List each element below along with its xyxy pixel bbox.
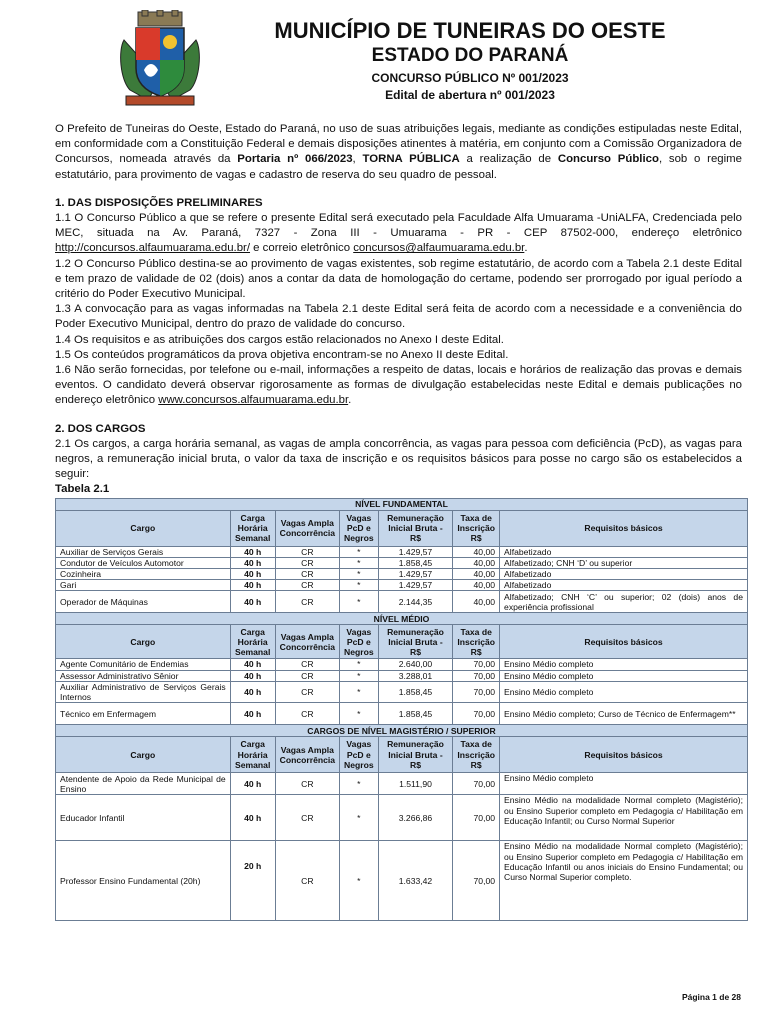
table-column-headers [56,625,748,659]
cell-vagas-ampla: CR [275,580,339,591]
cell-vagas-ampla: CR [275,659,339,670]
cell-requisitos: Ensino Médio completo; Curso de Técnico de Enfermagem** [500,703,748,725]
cell-vagas-ampla: CR [275,591,339,613]
page-number: Página 1 de 28 [681,992,741,1002]
cell-remuneracao: 1.429,57 [378,546,453,557]
cell-carga-horaria: 20 h [230,841,275,921]
table-row [56,557,748,568]
cell-requisitos: Alfabetizado; CNH ‘D’ ou superior [500,557,748,568]
cell-cargo: Cozinheira [56,569,231,580]
column-header-vagas-pcd: Vagas PcD e Negros [340,510,379,546]
column-header-remuneracao: Remuneração Inicial Bruta - R$ [378,737,453,773]
cell-vagas-pcd: * [340,681,379,702]
table-row [56,569,748,580]
cell-vagas-pcd: * [340,659,379,670]
municipal-crest-icon [118,10,202,106]
column-header-taxa: Taxa de Inscrição R$ [453,510,500,546]
column-header-vagas-ampla: Vagas Ampla Concorrência [275,625,339,659]
paragraph-1-3: 1.3 A convocação para as vagas informadas na Tabela 2.1 deste Edital será feita de acordo com a necessidade e a conveniência do Poder Executivo Municipal, dentro do prazo de validade do concurso. [55,303,742,331]
cell-cargo: Gari [56,580,231,591]
cell-taxa: 40,00 [453,591,500,613]
cell-cargo: Educador Infantil [56,795,231,841]
contest-number: CONCURSO PÚBLICO Nº 001/2023 [371,71,569,85]
section-title: NÍVEL FUNDAMENTAL [56,498,748,510]
cell-remuneracao: 3.288,01 [378,670,453,681]
column-header-remuneracao: Remuneração Inicial Bruta - R$ [378,625,453,659]
document-body [55,122,742,921]
cell-cargo: Professor Ensino Fundamental (20h) [56,841,231,921]
cell-requisitos: Ensino Médio na modalidade Normal completo (Magistério); ou Ensino Superior completo em Pedagogia c/ Habilitação em Educação Infantil; ou Curso Normal Superior [500,795,748,841]
cell-carga-horaria: 40 h [230,569,275,580]
column-header-vagas-pcd: Vagas PcD e Negros [340,625,379,659]
cell-requisitos: Alfabetizado [500,569,748,580]
cell-taxa: 70,00 [453,841,500,921]
cell-carga-horaria: 40 h [230,557,275,568]
cell-cargo: Atendente de Apoio da Rede Municipal de Ensino [56,773,231,795]
notice-number: Edital de abertura nº 001/2023 [385,88,555,102]
paragraph-1-6: 1.6 Não serão fornecidas, por telefone ou e-mail, informações a respeito de datas, locais e horários de realização das provas e demais eventos. O candidato deverá observar rigorosamente as formas de divulgação estabelecidas neste Edital e demais publicações no endereço eletrônico www.concursos.alfaumuarama.edu.br. [55,364,742,407]
cell-cargo: Auxiliar Administrativo de Serviços Gerais Internos [56,681,231,702]
section-2-title: 2. DOS CARGOS [55,422,146,435]
table-row [56,703,748,725]
cell-carga-horaria: 40 h [230,659,275,670]
cell-carga-horaria: 40 h [230,795,275,841]
cell-taxa: 70,00 [453,670,500,681]
cell-carga-horaria: 40 h [230,546,275,557]
column-header-carga-horaria: Carga Horária Semanal [230,737,275,773]
column-header-carga-horaria: Carga Horária Semanal [230,510,275,546]
cell-carga-horaria: 40 h [230,591,275,613]
document-header [230,18,710,104]
cell-vagas-ampla: CR [275,703,339,725]
cell-cargo: Assessor Administrativo Sênior [56,670,231,681]
column-header-taxa: Taxa de Inscrição R$ [453,737,500,773]
cell-requisitos: Ensino Médio completo [500,773,748,795]
cell-taxa: 70,00 [453,659,500,670]
cell-taxa: 70,00 [453,773,500,795]
column-header-requisitos: Requisitos básicos [500,737,748,773]
cell-cargo: Condutor de Veículos Automotor [56,557,231,568]
cell-vagas-pcd: * [340,569,379,580]
table-row [56,795,748,841]
cell-vagas-ampla: CR [275,546,339,557]
cell-taxa: 40,00 [453,546,500,557]
cell-carga-horaria: 40 h [230,773,275,795]
section-1-title: 1. DAS DISPOSIÇÕES PRELIMINARES [55,196,263,209]
cell-vagas-ampla: CR [275,557,339,568]
cell-remuneracao: 1.858,45 [378,703,453,725]
table-section-header [56,498,748,510]
column-header-vagas-ampla: Vagas Ampla Concorrência [275,510,339,546]
cell-vagas-ampla: CR [275,773,339,795]
paragraph-1-1: 1.1 O Concurso Público a que se refere o presente Edital será executado pela Faculdade Alfa Umuarama -UniALFA, Credenciada pelo MEC, situada na Av. Paraná, 7327 - Zona III - Umuarama - PR - CEP 87502-000, endereço eletrônico http://concursos.alfaumuarama.edu.br/ e correio eletrônico concursos@alfaumuarama.edu.br. [55,212,742,255]
email-link[interactable]: concursos@alfaumuarama.edu.br [353,242,525,255]
intro-paragraph: O Prefeito de Tuneiras do Oeste, Estado do Paraná, no uso de suas atribuições legais, mediante as condições estipuladas neste Edital, em conformidade com a Constituição Federal e demais disposições atinentes à matéria, em conjunto com a Comissão Organizadora de Concursos, nomeada através da Portaria nº 066/2023, TORNA PÚBLICA a realização de Concurso Público, sob o regime estatutário, para provimento de vagas e cadastro de reserva do seu quadro de pessoal. [55,123,742,181]
cell-requisitos: Alfabetizado; CNH ‘C’ ou superior; 02 (dois) anos de experiência profissional [500,591,748,613]
cell-carga-horaria: 40 h [230,681,275,702]
column-header-cargo: Cargo [56,510,231,546]
table-row [56,591,748,613]
paragraph-1-2: 1.2 O Concurso Público destina-se ao provimento de vagas existentes, sob regime estatutário, de acordo com a Tabela 2.1 deste Edital e tem prazo de validade de 02 (dois) anos a contar da data de homologação do certame, podendo ser prorrogado por igual período a critério do Poder Executivo Municipal. [55,257,742,301]
cell-remuneracao: 3.266,86 [378,795,453,841]
cell-remuneracao: 1.633,42 [378,841,453,921]
cell-vagas-pcd: * [340,795,379,841]
cell-taxa: 70,00 [453,795,500,841]
cell-carga-horaria: 40 h [230,580,275,591]
column-header-taxa: Taxa de Inscrição R$ [453,625,500,659]
paragraph-1-4: 1.4 Os requisitos e as atribuições dos cargos estão relacionados no Anexo I deste Edital. [55,333,504,346]
cell-requisitos: Alfabetizado [500,546,748,557]
column-header-vagas-ampla: Vagas Ampla Concorrência [275,737,339,773]
cell-vagas-ampla: CR [275,670,339,681]
cell-vagas-pcd: * [340,841,379,921]
column-header-requisitos: Requisitos básicos [500,510,748,546]
cell-requisitos: Ensino Médio completo [500,659,748,670]
cell-carga-horaria: 40 h [230,670,275,681]
cell-requisitos: Ensino Médio completo [500,681,748,702]
table-row [56,681,748,702]
cell-vagas-pcd: * [340,703,379,725]
cell-taxa: 40,00 [453,557,500,568]
municipality-title: MUNICÍPIO DE TUNEIRAS DO OESTE [274,18,666,43]
section-title: CARGOS DE NÍVEL MAGISTÉRIO / SUPERIOR [56,725,748,737]
column-header-requisitos: Requisitos básicos [500,625,748,659]
table-title: Tabela 2.1 [55,483,110,496]
table-row [56,546,748,557]
cell-vagas-pcd: * [340,580,379,591]
cell-remuneracao: 1.429,57 [378,580,453,591]
site-link[interactable]: http://concursos.alfaumuarama.edu.br/ [55,242,251,255]
cell-remuneracao: 2.144,35 [378,591,453,613]
table-row [56,670,748,681]
cell-cargo: Operador de Máquinas [56,591,231,613]
column-header-vagas-pcd: Vagas PcD e Negros [340,737,379,773]
cell-remuneracao: 1.429,57 [378,569,453,580]
cell-taxa: 70,00 [453,703,500,725]
column-header-cargo: Cargo [56,625,231,659]
cell-carga-horaria: 40 h [230,703,275,725]
table-row [56,659,748,670]
table-row [56,773,748,795]
column-header-remuneracao: Remuneração Inicial Bruta - R$ [378,510,453,546]
cell-requisitos: Alfabetizado [500,580,748,591]
cell-taxa: 70,00 [453,681,500,702]
table-section-header [56,613,748,625]
positions-table [55,498,748,922]
column-header-carga-horaria: Carga Horária Semanal [230,625,275,659]
table-row [56,580,748,591]
cell-requisitos: Ensino Médio na modalidade Normal completo (Magistério); ou Ensino Superior completo em Pedagogia c/ Habilitação em Educação Infantil ou anos iniciais do Ensino Fundamental; ou Curso Normal Superior completo. [500,841,748,921]
cell-vagas-pcd: * [340,557,379,568]
cell-vagas-ampla: CR [275,795,339,841]
publication-link[interactable]: www.concursos.alfaumuarama.edu.br [158,394,349,407]
cell-vagas-pcd: * [340,546,379,557]
cell-cargo: Auxiliar de Serviços Gerais [56,546,231,557]
cell-vagas-ampla: CR [275,681,339,702]
paragraph-2-1: 2.1 Os cargos, a carga horária semanal, as vagas de ampla concorrência, as vagas para pessoa com deficiência (PcD), as vagas para negros, a remuneração inicial bruta, o valor da taxa de inscrição e os requisitos básicos para posse no cargo são os estabelecidos a seguir: [55,437,742,481]
cell-remuneracao: 2.640,00 [378,659,453,670]
paragraph-1-5: 1.5 Os conteúdos programáticos da prova objetiva encontram-se no Anexo II deste Edital. [55,348,509,361]
cell-cargo: Agente Comunitário de Endemias [56,659,231,670]
table-column-headers [56,737,748,773]
cell-vagas-pcd: * [340,591,379,613]
cell-vagas-pcd: * [340,773,379,795]
cell-vagas-pcd: * [340,670,379,681]
cell-remuneracao: 1.858,45 [378,681,453,702]
cell-requisitos: Ensino Médio completo [500,670,748,681]
column-header-cargo: Cargo [56,737,231,773]
cell-taxa: 40,00 [453,569,500,580]
table-section-header [56,725,748,737]
cell-vagas-ampla: CR [275,841,339,921]
table-column-headers [56,510,748,546]
cell-cargo: Técnico em Enfermagem [56,703,231,725]
cell-remuneracao: 1.511,90 [378,773,453,795]
state-title: ESTADO DO PARANÁ [371,45,569,66]
cell-remuneracao: 1.858,45 [378,557,453,568]
section-title: NÍVEL MÉDIO [56,613,748,625]
cell-taxa: 40,00 [453,580,500,591]
table-row [56,841,748,921]
cell-vagas-ampla: CR [275,569,339,580]
